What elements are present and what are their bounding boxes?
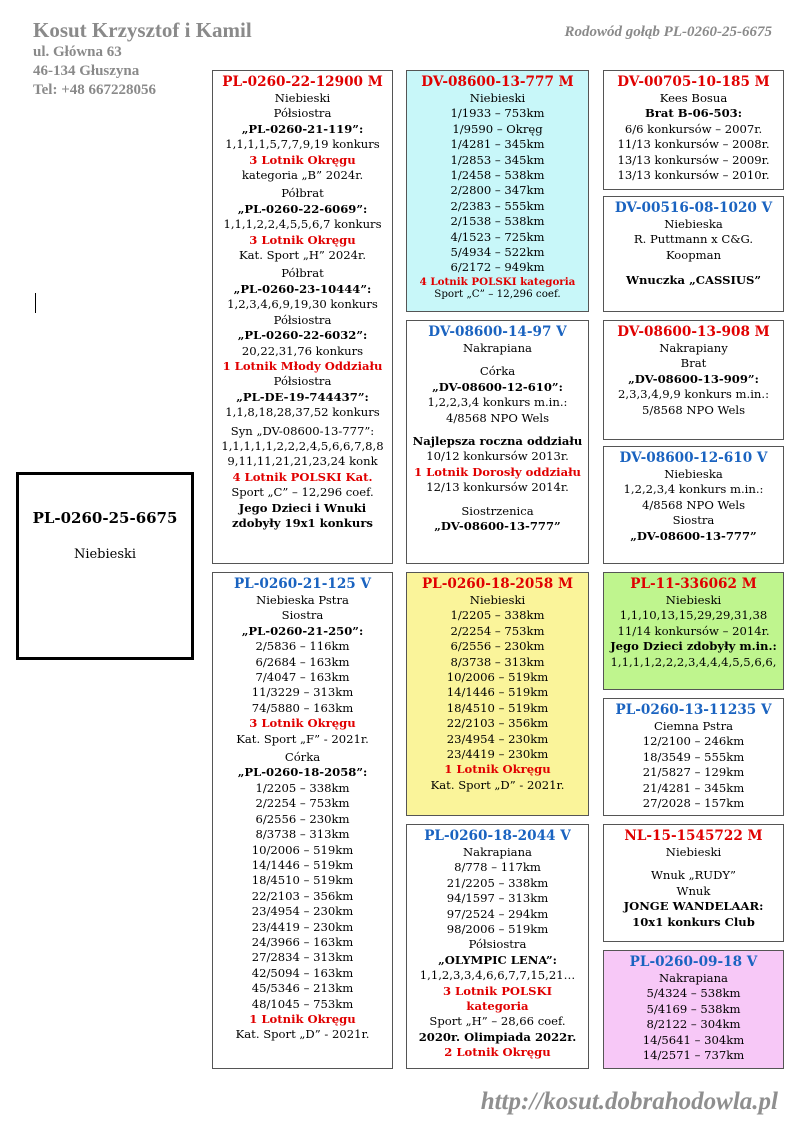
main-pigeon-box [16,472,194,660]
address-line-2: 46-134 Głuszyna [33,63,140,79]
box-dss [603,572,784,690]
box-ssd [603,196,784,312]
pedigree-line: 27/2834 – 313km [251,950,354,965]
ring-dds: NL-15-1545722 M [624,828,763,844]
pedigree-line: Nakrapiana [463,845,532,859]
pedigree-line: 10/12 konkursów 2013r. [426,449,569,464]
pedigree-line: 1/1933 – 753km [450,106,545,121]
pedigree-line: „PL-0260-22-6069”: [237,201,368,216]
pedigree-line: Niebieski [665,845,722,859]
box-sss [603,70,784,190]
pedigree-line: Siostra [281,608,324,623]
pedigree-line: Nakrapiany [659,341,728,355]
pedigree-line: 1,1,1,2,2,4,5,5,6,7 konkurs [223,217,382,232]
pedigree-line: Niebieski [274,91,331,105]
pedigree-line: „PL-0260-21-250”: [241,623,364,638]
pedigree-line: 23/4419 – 230km [251,919,354,934]
text-cursor [35,293,36,313]
pedigree-line: 1/4281 – 345km [450,137,545,152]
pedigree-line: 10/2006 – 519km [446,670,549,685]
pedigree-line: 2/5836 – 116km [255,639,350,654]
pedigree-line: 1/2205 – 338km [450,608,545,623]
pedigree-line: 1,1,1,1,5,7,7,9,19 konkurs [225,137,380,152]
pedigree-line: 14/1446 – 519km [446,685,549,700]
pedigree-line: „PL-0260-22-6032”: [237,328,368,343]
pedigree-line: 11/13 konkursów – 2008r. [617,137,770,152]
pedigree-line: 13/13 konkursów – 2010r. [617,168,770,183]
pedigree-line: 23/4954 – 230km [446,731,549,746]
pedigree-line: 5/4934 – 522km [450,245,545,260]
pedigree-line: 1 Lotnik Okręgu [249,1011,356,1026]
ring-dsd: PL-0260-13-11235 V [615,702,772,718]
website-url: http://kosut.dobrahodowla.pl [480,1088,778,1115]
box-dam [212,572,393,1069]
pedigree-line: Półsiostra [273,106,332,121]
ring-sss: DV-00705-10-185 M [617,74,770,90]
pedigree-line: 10x1 konkurs Club [632,914,755,929]
pedigree-line: Wnuk [676,883,711,898]
ring-ddd: PL-0260-09-18 V [629,954,758,970]
pedigree-line: „PL-DE-19-744437”: [236,389,369,404]
pedigree-line: 21/2205 – 338km [446,875,549,890]
box-sire-sire [406,70,589,312]
pedigree-line: Jego Dzieci zdobyły m.in.: [610,639,777,654]
pedigree-line: 6/2556 – 230km [255,811,350,826]
pedigree-line: 6/2684 – 163km [255,654,350,669]
pedigree-line: 10/2006 – 519km [251,842,354,857]
pedigree-line: 97/2524 – 294km [446,906,549,921]
pedigree-line: Jego Dzieci i Wnuki [238,500,367,515]
ring-sire-dam: DV-08600-14-97 V [428,324,567,340]
pedigree-line: Kees Bosua [659,91,728,105]
pedigree-line: 94/1597 – 313km [446,891,549,906]
pedigree-line: „PL-0260-18-2058”: [237,765,368,780]
pedigree-line: 1,1,10,13,15,29,29,31,38 [619,608,768,623]
pedigree-line: Półsiostra [468,937,527,952]
pedigree-line: 2/2254 – 753km [450,623,545,638]
pedigree-line: 21/4281 – 345km [642,780,745,795]
pedigree-line: 1,1,2,3,3,4,6,6,7,7,15,21… [419,968,576,983]
pedigree-line: 1,1,1,1,2,2,2,3,4,4,4,5,5,6,6, [610,654,777,669]
pedigree-line: Brat [680,356,707,371]
pedigree-line: „DV-08600-13-777” [630,528,757,543]
pedigree-line: 22/2103 – 356km [446,716,549,731]
pedigree-line: 2 Lotnik Okręgu [444,1045,551,1060]
pedigree-line: Kat. Sport „F” - 2021r. [236,731,369,746]
box-sds [603,320,784,440]
pedigree-line: 4/8568 NPO Wels [641,497,746,512]
pedigree-line: JONGE WANDELAAR: [623,899,764,914]
ring-dam: PL-0260-21-125 V [233,576,372,592]
pedigree-line: 1 Lotnik Młody Oddziału [222,358,383,373]
pedigree-line: 11/14 konkursów – 2014r. [617,623,770,638]
pedigree-line: 2,3,3,4,9,9 konkurs m.in.: [618,387,769,402]
pedigree-line: „DV-08600-13-777” [434,519,561,534]
pedigree-line: Siostrzenica [461,503,534,518]
pedigree-line: 12/13 konkursów 2014r. [426,480,569,495]
pedigree-line: 22/2103 – 356km [251,888,354,903]
pedigree-line: 6/2172 – 949km [450,260,545,275]
pedigree-line: „PL-0260-23-10444”: [233,281,372,296]
pedigree-line: „PL-0260-21-119”: [241,121,364,136]
pedigree-line: 1 Lotnik Okręgu [444,762,551,777]
pedigree-line: 98/2006 – 519km [446,922,549,937]
pedigree-line: 4 Lotnik POLSKI Kat. [232,469,373,484]
pedigree-line: 14/5641 – 304km [642,1032,745,1047]
pedigree-line: 4/8568 NPO Wels [445,410,550,425]
pedigree-line: „DV-08600-12-610”: [432,379,563,394]
pedigree-line: Kat. Sport „H” 2024r. [238,248,367,263]
pedigree-line: kategoria „B” 2024r. [241,168,364,183]
pedigree-line: Niebieska [664,467,723,481]
pedigree-line: 14/1446 – 519km [251,857,354,872]
box-dds [603,824,784,942]
box-sire-dam [406,320,589,564]
ring-sire-sire: DV-08600-13-777 M [421,74,574,90]
pedigree-line: Niebieski [469,593,526,607]
pedigree-line: 18/4510 – 519km [446,700,549,715]
pedigree-line: Niebieska [664,217,723,231]
pedigree-line: Półsiostra [273,374,332,389]
pedigree-line: 18/4510 – 519km [251,873,354,888]
pedigree-line: 20,22,31,76 konkurs [241,343,364,358]
pedigree-line: 7/4047 – 163km [255,670,350,685]
ring-dam-sire: PL-0260-18-2058 M [421,576,574,592]
pedigree-line: 74/5880 – 163km [251,700,354,715]
pedigree-line: 2020r. Olimpiada 2022r. [418,1029,577,1044]
pedigree-line: zdobyły 19x1 konkurs [232,515,373,530]
address-line-1: ul. Główna 63 [33,44,122,60]
box-ddd [603,950,784,1069]
pedigree-line: 18/3549 – 555km [642,749,745,764]
box-sire [212,70,393,564]
pedigree-line: 45/5346 – 213km [251,981,354,996]
ring-sdd: DV-08600-12-610 V [619,450,768,466]
pedigree-line: 21/5827 – 129km [642,765,745,780]
box-dsd [603,698,784,816]
pedigree-line: 1,2,2,3,4 konkurs m.in.: [427,395,568,410]
pedigree-line: 8/3738 – 313km [255,827,350,842]
ring-sire: PL-0260-22-12900 M [222,74,383,90]
pedigree-line: 23/4954 – 230km [251,904,354,919]
pedigree-line: 6/6 konkursów – 2007r. [624,121,763,136]
pedigree-line: „DV-08600-13-909”: [628,371,759,386]
pedigree-line: 24/3966 – 163km [251,934,354,949]
box-dam-dam [406,824,589,1069]
ring-dss: PL-11-336062 M [630,576,757,592]
pedigree-line: 27/2028 – 157km [642,796,745,811]
pedigree-line: Sport „H” – 28,66 coef. [429,1014,566,1029]
pedigree-line: 1/2853 – 345km [450,152,545,167]
pedigree-line: R. Puttmann x C&G. [633,232,754,247]
pedigree-line: „OLYMPIC LENA”: [438,952,557,967]
pedigree-line: Półsiostra [273,312,332,327]
pedigree-line: Nakrapiana [659,971,728,985]
pedigree-line: Syn „DV-08600-13-777”: [230,423,375,438]
pedigree-line: 2/2254 – 753km [255,796,350,811]
pedigree-line: 2/2800 – 347km [450,183,545,198]
pedigree-line: 8/2122 – 304km [646,1017,741,1032]
pedigree-line: 5/8568 NPO Wels [641,402,746,417]
pedigree-line: 4/1523 – 725km [450,229,545,244]
pedigree-line: 1 Lotnik Dorosły oddziału [414,464,581,479]
pedigree-line: Brat B-06-503: [644,106,743,121]
pedigree-line: 3 Lotnik POLSKI kategoria [442,983,553,1014]
pedigree-line: Kat. Sport „D” - 2021r. [235,1027,370,1042]
pedigree-line: Kat. Sport „D” - 2021r. [430,777,565,792]
pedigree-line: Ciemna Pstra [653,719,734,733]
pedigree-line: Koopman [665,247,722,262]
main-ring: PL-0260-25-6675 [32,509,178,527]
pedigree-line: Niebieski [665,593,722,607]
phone: Tel: +48 667228056 [33,82,156,98]
breeder-name: Kosut Krzysztof i Kamil [33,18,252,42]
pedigree-title: Rodowód gołąb PL-0260-25-6675 [564,24,772,40]
pedigree-line: Córka [284,750,321,765]
pedigree-line: 11/3229 – 313km [251,685,354,700]
pedigree-line: 4 Lotnik POLSKI kategoria [419,275,576,288]
pedigree-line: 42/5094 – 163km [251,965,354,980]
pedigree-line: 3 Lotnik Okręgu [249,716,356,731]
pedigree-line: 6/2556 – 230km [450,639,545,654]
pedigree-line: 1/2205 – 338km [255,780,350,795]
pedigree-line: 14/2571 – 737km [642,1048,745,1063]
pedigree-line: 48/1045 – 753km [251,996,354,1011]
ring-dam-dam: PL-0260-18-2044 V [424,828,571,844]
pedigree-line: 1,2,2,3,4 konkurs m.in.: [623,482,764,497]
pedigree-line: 1,1,8,18,28,37,52 konkurs [225,405,380,420]
pedigree-line: Wnuczka „CASSIUS” [625,273,762,288]
pedigree-line: Najlepsza roczna oddziału [412,434,583,449]
pedigree-line: Niebieski [469,91,526,105]
pedigree-line: Siostra [672,513,715,528]
pedigree-line: 2/1538 – 538km [450,214,545,229]
pedigree-line: 5/4324 – 538km [646,986,741,1001]
pedigree-line: Córka [479,364,516,379]
pedigree-line: 8/3738 – 313km [450,654,545,669]
pedigree-line: Wnuk „RUDY” [651,868,736,883]
pedigree-line: 23/4419 – 230km [446,747,549,762]
pedigree-line: 3 Lotnik Okręgu [249,232,356,247]
pedigree-line: 3 Lotnik Okręgu [249,152,356,167]
pedigree-line: 2/2383 – 555km [450,198,545,213]
pedigree-line: 1,2,3,4,6,9,19,30 konkurs [227,297,378,312]
pedigree-line: Sport „C” – 12,296 coef. [434,288,561,301]
box-dam-sire [406,572,589,816]
main-color: Niebieski [73,547,137,562]
pedigree-line: 12/2100 – 246km [642,734,745,749]
pedigree-line: 5/4169 – 538km [646,1001,741,1016]
pedigree-line: 9,11,11,21,21,23,24 konk [227,454,378,469]
pedigree-line: 8/778 – 117km [454,860,541,875]
pedigree-line: 1/2458 – 538km [450,168,545,183]
box-sdd [603,446,784,564]
pedigree-line: 13/13 konkursów – 2009r. [617,152,770,167]
pedigree-line: 1,1,1,1,1,2,2,2,4,5,6,6,7,8,8 [221,438,384,453]
pedigree-line: Półbrat [281,186,324,201]
ring-sds: DV-08600-13-908 M [617,324,770,340]
pedigree-line: Półbrat [281,266,324,281]
ring-ssd: DV-00516-08-1020 V [614,200,773,216]
pedigree-line: Nakrapiana [463,341,532,355]
pedigree-line: Sport „C” – 12,296 coef. [231,485,374,500]
pedigree-line: Niebieska Pstra [256,593,349,607]
pedigree-line: 1/9590 – Okręg [452,121,543,136]
